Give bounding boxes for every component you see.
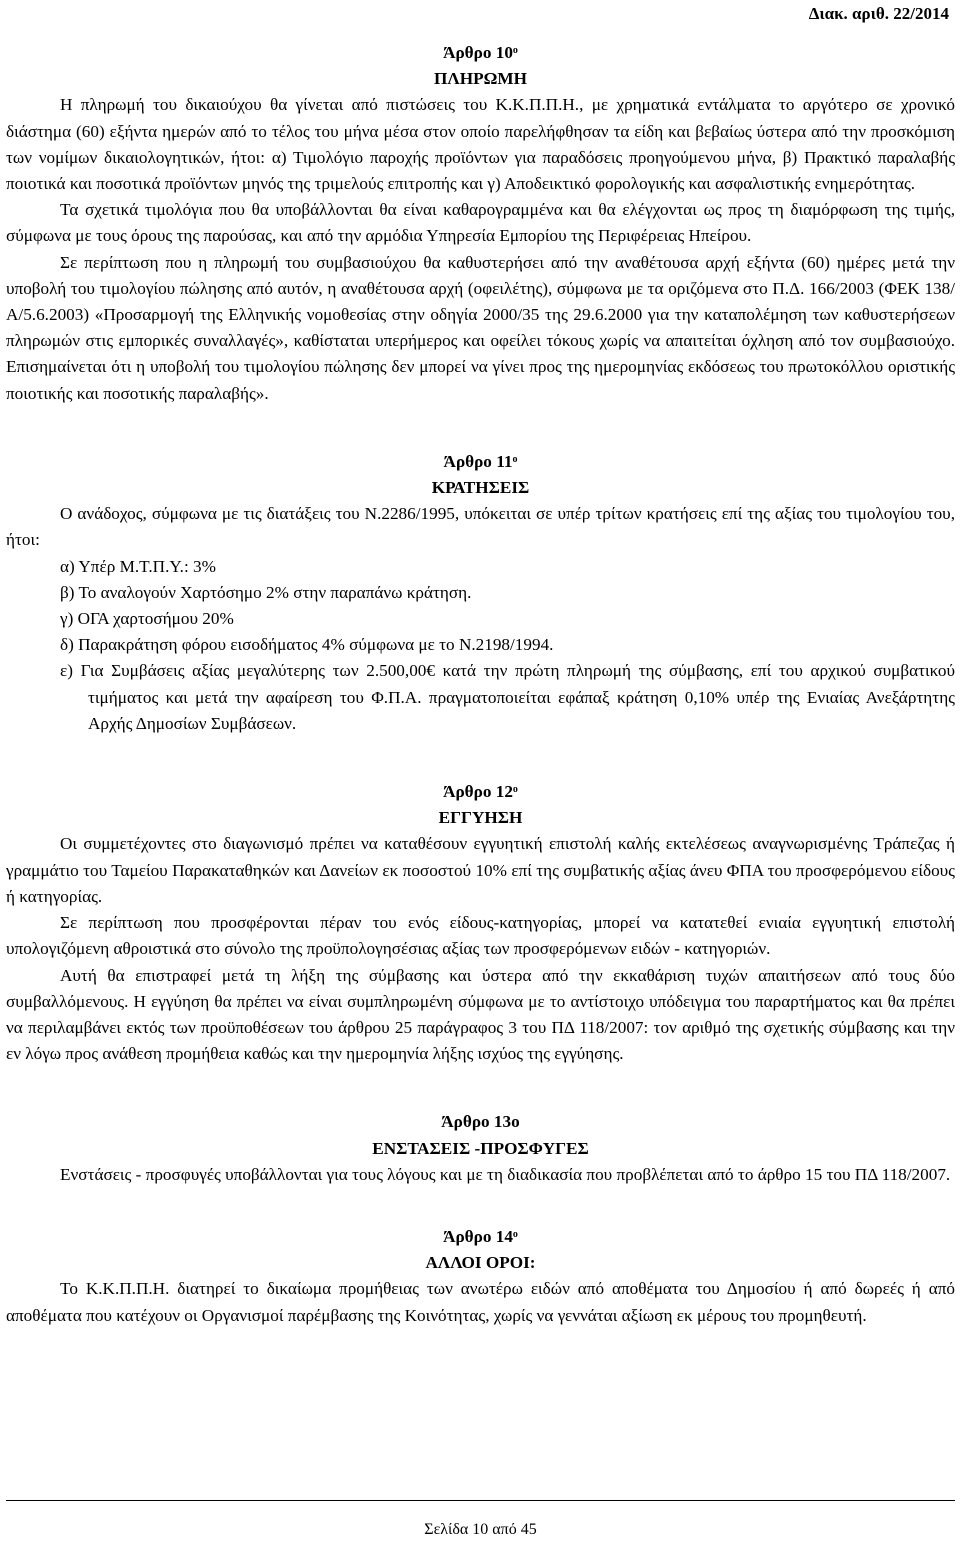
article-11-title-sup: ο [512,453,518,465]
document-body [6,40,955,1329]
article-11-heading: ΚΡΑΤΗΣΕΙΣ [431,478,530,498]
article-12-title [6,779,955,805]
article-10-title-sup: ο [512,45,518,56]
article-12-title-sup: ο [512,784,518,796]
document-reference: Διακ. αριθ. 22/2014 [808,4,949,23]
article-13-paragraph-1: Ενστάσεις - προσφυγές υποβάλλονται για τους λόγους και με τη διαδικασία που προβλέπεται από το άρθρο 15 του ΠΔ 118/2007. [60,1164,951,1184]
spacer [6,1188,955,1224]
article-11-item-c: γ) ΟΓΑ χαρτοσήμου 20% [60,609,234,629]
article-12-paragraph-1: Οι συμμετέχοντες στο διαγωνισμό πρέπει να καταθέσουν εγγυητική επιστολή καλής εκτελέσεως αναγνωρισμένης Τράπεζας ή γραμμάτιο του Ταμείου Παρακαταθηκών και Δανείων εκ ποσοστού 10% επί της συμβατικής αξίας άνευ ΦΠΑ του προσφερόμενου είδους ή κατηγορίας. [6,834,955,906]
article-11-title-text: Άρθρο 11 [443,451,513,471]
article-11-title [6,449,955,475]
article-12-paragraph-2: Σε περίπτωση που προσφέρονται πέραν του ενός είδους-κατηγορίας, μπορεί να κατατεθεί ενιαία εγγυητική επιστολή υπολογιζόμενη αθροιστικά στο σύνολο της προϋπολογησέσιας αξίας των προσφερόμενων ειδών - κατηγοριών. [6,913,955,959]
article-14-heading: ΑΛΛΟΙ ΟΡΟΙ: [425,1253,536,1273]
spacer [6,407,955,449]
article-12-heading: ΕΓΓΥΗΣΗ [438,808,523,828]
article-11-intro: Ο ανάδοχος, σύμφωνα με τις διατάξεις του Ν.2286/1995, υπόκειται σε υπέρ τρίτων κρατήσεις επί της αξίας του τιμολογίου του, ήτοι: [6,504,955,550]
page-number: Σελίδα 10 από 45 [424,1521,537,1538]
article-10-title [6,40,955,66]
article-12-paragraph-3: Αυτή θα επιστραφεί μετά τη λήξη της σύμβασης και ύστερα από την εκκαθάριση τυχών απαιτήσεων από τους δύο συμβαλλόμενους. Η εγγύηση θα πρέπει να είναι συμπληρωμένη σύμφωνα με το αντίστοιχο υπόδειγμα του παραρτήματος και θα πρέπει να περιλαμβάνει εκτός των προϋποθέσεων του άρθρου 25 παράγραφος 3 του ΠΔ 118/2007: τον αριθμό της σχετικής σύμβασης και την εν λόγω προς ανάθεση προμήθεια καθώς και την ημερομηνία λήξης ισχύος της εγγύησης. [6,965,955,1064]
document-page [6,0,955,1548]
article-10-title-text: Άρθρο 10 [443,43,513,62]
article-10-heading: ΠΛΗΡΩΜΗ [434,69,527,89]
spacer [6,737,955,779]
article-13-heading: ΕΝΣΤΑΣΕΙΣ -ΠΡΟΣΦΥΓΕΣ [372,1138,589,1158]
article-11-item-e [6,658,955,737]
spacer [6,1067,955,1109]
article-14-title-text: Άρθρο 14 [443,1226,513,1246]
article-11-item-e-text: ε) Για Συμβάσεις αξίας μεγαλύτερης των 2.500,00€ κατά την πρώτη πληρωμή της σύμβασης, επί του αρχικού συμβατικού τιμήματος και μετά την αφαίρεση του Φ.Π.Α. πραγματοποιείται εφάπαξ κράτηση 0,10% υπέρ της Ενιαίας Ανεξάρτητης Αρχής Δημοσίων Συμβάσεων. [60,661,955,733]
article-13-title: Άρθρο 13ο [441,1112,520,1132]
article-11-item-a: α) Υπέρ Μ.Τ.Π.Υ.: 3% [60,556,216,576]
article-14-title-sup: ο [512,1228,518,1240]
footer-divider [6,1500,955,1501]
article-10-paragraph-3: Σε περίπτωση που η πληρωμή του συμβασιούχου θα καθυστερήσει από την αναθέτουσα αρχή εξήντα (60) ημέρες μετά την υποβολή του τιμολογίου πώλησης από αυτόν, η αναθέτουσα αρχή (οφειλέτης), σύμφωνα με τα οριζόμενα στο Π.Δ. 166/2003 (ΦΕΚ 138/Α/5.6.2003) «Προσαρμογή της Ελληνικής νομοθεσίας στην οδηγία 2000/35 της 29.6.2000 για την καταπολέμηση των καθυστερήσεων πληρωμών στις εμπορικές συναλλαγές», καθίσταται υπερήμερος και οφείλει τόκους χωρίς να απαιτείται όχληση από τον συμβασιούχο. Επισημαίνεται ότι η υποβολή του τιμολογίου πώλησης δεν μπορεί να γίνει προς της ημερομηνίας εκδόσεως του πρωτοκόλλου οριστικής ποιοτικής και ποσοτικής παραλαβής». [6,252,955,403]
article-10-paragraph-2: Τα σχετικά τιμολόγια που θα υποβάλλονται θα είναι καθαρογραμμένα και θα ελέγχονται ως προς τη διαμόρφωση της τιμής, σύμφωνα με τους όρους της παρούσας, και από την αρμόδια Υπηρεσία Εμπορίου της Περιφέρειας Ηπείρου. [6,200,955,246]
article-11-item-d: δ) Παρακράτηση φόρου εισοδήματος 4% σύμφωνα με το Ν.2198/1994. [60,635,554,655]
article-10-paragraph-1: Η πληρωμή του δικαιούχου θα γίνεται από πιστώσεις του Κ.Κ.Π.Π.Η., με χρηματικά εντάλματα το αργότερο σε χρονικό διάστημα (60) εξήντα ημερών από το τέλος του μήνα μέσα στον οποίο παρελήφθησαν τα είδη και βεβαίως ύστερα από την προσκόμιση των νομίμων δικαιολογητικών, ήτοι: α) Τιμολόγιο παροχής προϊόντων για παραδόσεις προηγούμενου μήνα, β) Πρακτικό παραλαβής ποιοτικά και ποσοτικά προϊόντων μηνός της τριμελούς επιτροπής και γ) Αποδεικτικό φορολογικής και ασφαλιστικής ενημερότητας. [6,95,955,194]
article-14-title [6,1224,955,1250]
article-11-item-b: β) Το αναλογούν Χαρτόσημο 2% στην παραπάνω κράτηση. [60,582,472,602]
article-12-title-text: Άρθρο 12 [443,782,513,802]
article-14-paragraph-1: Το Κ.Κ.Π.Π.Η. διατηρεί το δικαίωμα προμήθειας των ανωτέρω ειδών από αποθέματα του Δημοσίου ή από δωρεές ή από αποθέματα που κατέχουν οι Οργανισμοί παρέμβασης της Κοινότητας, χωρίς να γεννάται αξίωση εκ μέρους του προμηθευτή. [6,1279,955,1325]
